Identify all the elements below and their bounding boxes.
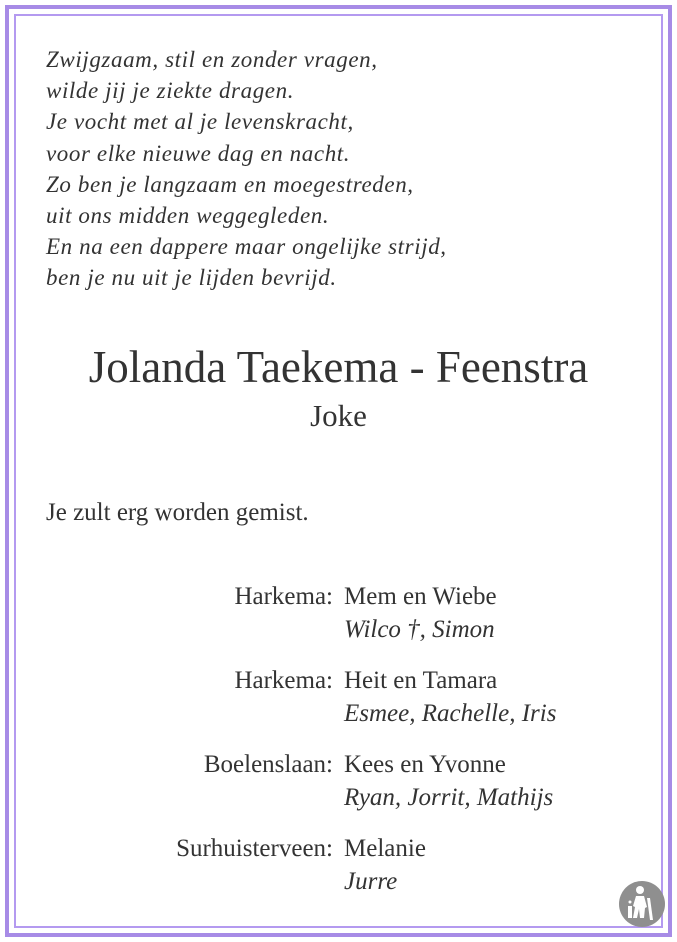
deceased-nickname: Joke (310, 398, 367, 433)
deceased-name: Jolanda Taekema - Feenstra (88, 342, 589, 392)
memorial-figure-icon (618, 880, 666, 928)
poem-line: wilde jij je ziekte dragen. (46, 78, 295, 104)
family-parents: Melanie (344, 835, 426, 862)
family-entry (0, 580, 677, 664)
farewell-message: Je zult erg worden gemist. (46, 499, 309, 526)
family-children: Jurre (344, 868, 398, 895)
family-list (0, 580, 677, 916)
family-parents: Heit en Tamara (344, 667, 498, 694)
family-entry (0, 748, 677, 832)
family-children: Wilco †, Simon (344, 616, 495, 643)
family-place: Surhuisterveen: (176, 835, 333, 862)
family-entry (0, 664, 677, 748)
poem-line: Zwijgzaam, stil en zonder vragen, (46, 47, 378, 72)
family-place: Harkema: (234, 667, 333, 694)
poem-line: Je vocht met al je levenskracht, (46, 109, 354, 135)
family-children: Esmee, Rachelle, Iris (344, 700, 557, 727)
family-parents: Kees en Yvonne (344, 751, 506, 778)
family-parents: Mem en Wiebe (344, 583, 497, 610)
poem-line: En na een dappere maar ongelijke strijd, (46, 234, 447, 260)
family-children: Ryan, Jorrit, Mathijs (344, 784, 554, 811)
poem (46, 44, 447, 294)
family-place: Harkema: (234, 583, 333, 610)
family-place: Boelenslaan: (203, 751, 333, 778)
poem-line: uit ons midden weggegleden. (46, 203, 330, 229)
family-entry (0, 832, 677, 916)
poem-line: Zo ben je langzaam en moegestreden, (46, 171, 414, 197)
poem-line: voor elke nieuwe dag en nacht. (46, 140, 351, 166)
poem-line: ben je nu uit je lijden bevrijd. (46, 265, 337, 291)
